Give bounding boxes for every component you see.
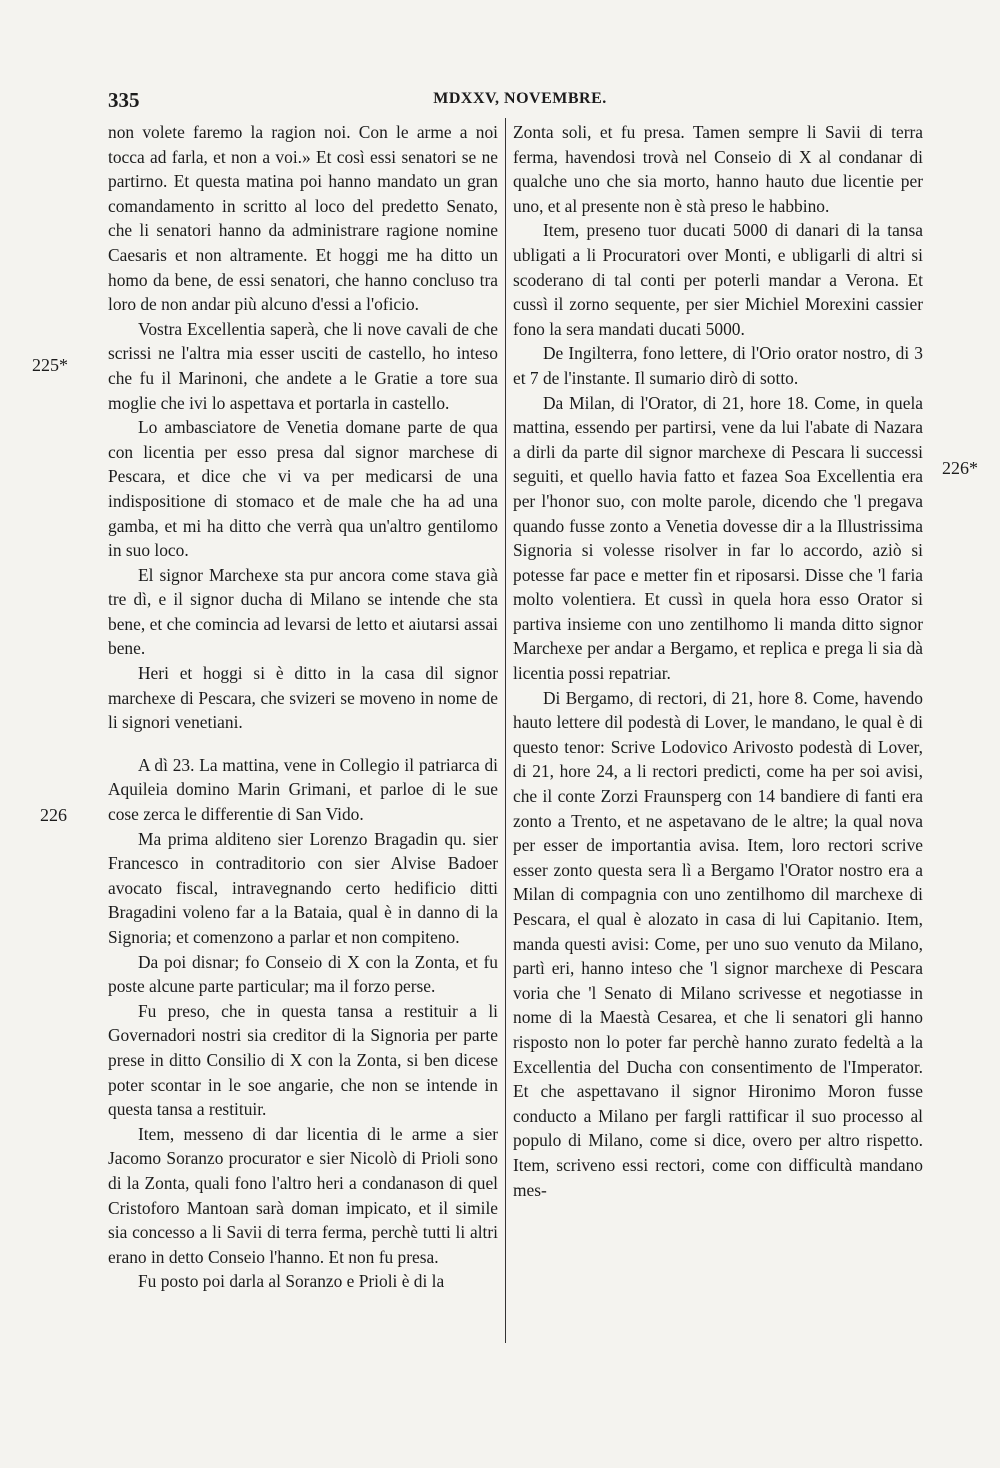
paragraph: Item, preseno tuor ducati 5000 di danari di la tansa ubligati a li Procuratori over Monti, e ubligarli di altri si scoderano di tal conti per poterli mandar a Verona. Et cussì il zorno sequente, per sier Michiel Morexini cassier fono la sera mandati ducati 5000. [513, 220, 923, 339]
paragraph: non volete faremo la ragion noi. Con le arme a noi tocca ad farla, et non a voi.» Et così essi senatori se ne partirno. Et questa matina poi hanno mandato un gran comandamento in scritto al loco del predetto Senato, che li senatori hanno da administrare ragione nomine Caesaris et non altramente. Et hoggi me ha ditto un homo da bene, de essi senatori, che hanno concluso tra loro de non andar più alcuno d'essi a l'oficio. [108, 122, 498, 315]
paragraph: Fu posto poi darla al Soranzo e Prioli è di la [138, 1271, 445, 1292]
margin-note-226-left: 226 [40, 805, 67, 825]
paragraph: Di Bergamo, di rectori, di 21, hore 8. Come, havendo hauto lettere dil podestà di Lover, le mandano, le qual è di questo tenor: Scrive Lodovico Arivosto podestà di Lover, di 21, hore 24, a li rectori predicti, come ha per soi avisi, che il conte Zorzi Fraunsperg con 14 bandiere di fanti era zonto a Trento, et ne aspetavano de le altre; la qual nova per esser de importantia avisa. Item, loro rectori scrive esser zonto questa sera lì a Bergamo l'Orator nostro era a Milan di compagnia con uno zentilhomo dil marchexe di Pescara, el qual è alozato in casa di lui Capitanio. Item, manda questi avisi: Come, per uno suo venuto da Milano, partì eri, hanno inteso che 'l signor marchexe di Pescara voria che 'l Senato di Milano scrivesse et negotiasse in nome di la Maestà Cesarea, et che li senatori gli hanno risposto non lo poter far perchè hanno zurato fedeltà a la Excellentia del Ducha con consentimento de l'Imperator. Et che aspettavano il signor Hironimo Moron fusse conducto a Milano per fargli rattificar il suo processo al populo di Milano, come si dice, overo per altro rispetto. Item, scriveno essi rectori, come con difficultà mandano mes- [513, 687, 923, 1200]
paragraph: Da Milan, di l'Orator, di 21, hore 18. Come, in quela mattina, essendo per partirsi, vene da lui l'abate di Nazara a dirli da parte dil signor marchexe di Pescara li successi seguiti, et quello havia fatto et fazea Soa Excellentia era per l'honor suo, con molte parole, dicendo che 'l pregava quando fusse zonto a Venetia dovesse dir a la Illustrissima Signoria si volesse risolver in far lo accordo, aziò si potesse far pace e metter fin et riposarsi. Disse che 'l faria molto volentiera. Et cussì in quela hora esso Orator si partiva insieme con uno zentilhomo li manda ditto signor Marchexe per andar a Bergamo, et replica e prega li sia dà licentia possi repatriar. [513, 392, 923, 684]
margin-note-225: 225* [32, 355, 68, 375]
paragraph: Item, messeno di dar licentia di le arme a sier Jacomo Soranzo procurator e sier Nicolò di Prioli sono di la Zonta, quali fono l'altro heri a condanason di quel Cristoforo Mantoan sarà doman impicato, et il simile sia concesso a li Savii di terra ferma, perchè tutti li altri erano in detto Conseio l'hanno. Et non fu presa. [108, 1123, 498, 1267]
paragraph: Fu preso, che in questa tansa a restituir a li Governadori nostri sia creditor di la Signoria per parte prese in ditto Consilio di X con la Zonta, si ben dicese poter scontar in le soe angarie, che non se intende in questa tansa a restituir. [108, 1000, 498, 1120]
page-number: 335 [108, 88, 140, 112]
paragraph: Heri et hoggi si è ditto in la casa dil signor marchexe di Pescara, che svizeri se moveno in nome de li signori venetiani. [108, 663, 498, 733]
margin-note-226-right: 226* [942, 458, 978, 478]
paragraph: De Ingilterra, fono lettere, di l'Orio orator nostro, di 3 et 7 de l'instante. Il sumario dirò di sotto. [513, 343, 923, 388]
running-head: MDXXV, NOVEMBRE. [433, 90, 607, 107]
paragraph: Da poi disnar; fo Conseio di X con la Zonta, et fu poste alcune parte particular; ma il forzo perse. [108, 951, 498, 997]
paragraph: El signor Marchexe sta pur ancora come stava già tre dì, e il signor ducha di Milano se intende che sta bene, et che comincia ad levarsi de letto et aiutarsi assai bene. [108, 564, 498, 659]
paragraph: Ma prima alditeno sier Lorenzo Bragadin qu. sier Francesco in contraditorio con sier Alvise Badoer avocato fiscal, intravegnando certo hedificio ditti Bragadini voleno far a la Bataia, qual è in danno di la Signoria; et comenzono a parlar et non compiteno. [108, 828, 498, 947]
paragraph: A dì 23. La mattina, vene in Collegio il patriarca di Aquileia domino Marin Grimani, et parloe di le sue cose zerca le differentie di San Vido. [108, 754, 498, 825]
paragraph: Vostra Excellentia saperà, che li nove cavali de che scrissi ne l'altra mia esser usciti de castello, ho inteso che fu il Marinoni, che andete a le Gratie a tore sua moglie che ivi lo aspettava et portarla in castello. [108, 318, 498, 413]
paragraph: Zonta soli, et fu presa. Tamen sempre li Savii di terra ferma, havendosi trovà nel Conseio di X al condanar di qualche uno che sia morto, hanno hauto due licentie per uno, et al presente non è stà preso le habbino. [513, 122, 923, 216]
right-column [513, 120, 923, 1202]
left-column [108, 120, 498, 1294]
paragraph: Lo ambasciatore de Venetia domane parte de qua con licentia per esso presa dal signor marchese di Pescara, et dice che vi va per medicarsi de una indispositione di stomaco et de male che ha ad una gamba, et mi ha ditto che verrà qua un'altro gentilomo in suo loco. [108, 417, 498, 561]
column-divider [505, 118, 506, 1343]
